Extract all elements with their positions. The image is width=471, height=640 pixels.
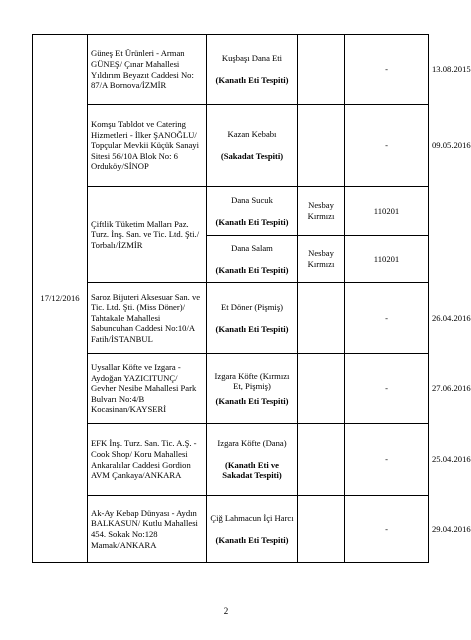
lot-cell: -	[345, 105, 429, 187]
brand-cell	[298, 496, 345, 563]
lot-cell: -	[345, 283, 429, 354]
product-name: Dana Sucuk	[231, 194, 273, 205]
product-cell	[207, 496, 298, 563]
table-row: EFK İnş. Turz. San. Tic. A.Ş. - Cook Shop/ Koru Mahallesi Ankaralılar Caddesi Gordion AVM Çankaya/ANKARA Izgara Köfte (Dana) (Kanatlı Eti ve Sakadat Tespiti) - 25.04.2016	[33, 424, 429, 496]
brand-cell	[298, 283, 345, 354]
product-cell	[207, 424, 298, 496]
violations-table	[32, 34, 471, 563]
table-row: Komşu Tabldot ve Catering Hizmetleri - İlker ŞANOĞLU/ Topçular Mevkii Küçük Sanayi Sitesi 56/10A Blok No: 6 Orduköy/SİNOP Kazan Kebabı (Sakadat Tespiti) - 09.05.2016	[33, 105, 429, 187]
table-row: Uysallar Köfte ve Izgara - Aydoğan YAZICITUNÇ/ Gevher Nesibe Mahallesi Park Bulvarı No:4/B Kocasinan/KAYSERİ Izgara Köfte (Kırmızı Et, Pişmiş) (Kanatlı Eti Tespiti) - 27.06.2016	[33, 354, 429, 424]
product-cell	[207, 354, 298, 424]
lot-cell: -	[345, 496, 429, 563]
finding-label: (Kanatlı Eti Tespiti)	[215, 323, 289, 334]
finding-label: (Kanatlı Eti Tespiti)	[215, 216, 289, 227]
table-row	[33, 187, 429, 236]
brand-cell	[298, 105, 345, 187]
inspection-date: 17/12/2016	[33, 35, 88, 563]
product-cell	[207, 236, 298, 283]
product-name: Çiğ Lahmacun İçi Harcı	[210, 512, 294, 523]
product-name: Izgara Köfte (Kırmızı Et, Pişmiş)	[214, 370, 290, 392]
company-cell: EFK İnş. Turz. San. Tic. A.Ş. - Cook Shop/ Koru Mahallesi Ankaralılar Caddesi Gordion AVM Çankaya/ANKARA	[88, 424, 207, 496]
lot-cell: -	[345, 35, 429, 105]
finding-label: (Kanatlı Eti ve Sakadat Tespiti)	[222, 459, 282, 481]
table-row: 17/12/2016 Güneş Et Ürünleri - Arman GÜNEŞ/ Çınar Mahallesi Yıldırım Beyazıt Caddesi No: 87/A Bornova/İZMİR Kuşbaşı Dana Eti (Kanatlı Eti Tespiti) - 13.08.2015	[33, 35, 429, 105]
company-cell: Saroz Bijuteri Aksesuar San. ve Tic. Ltd. Şti. (Miss Döner)/ Tahtakale Mahallesi Sabuncuhan Caddesi No:10/A Fatih/İSTANBUL	[88, 283, 207, 354]
finding-label: (Kanatlı Eti Tespiti)	[215, 264, 289, 275]
product-name: Izgara Köfte (Dana)	[217, 438, 287, 449]
brand-cell	[298, 424, 345, 496]
company-cell: Komşu Tabldot ve Catering Hizmetleri - İlker ŞANOĞLU/ Topçular Mevkii Küçük Sanayi Sitesi 56/10A Blok No: 6 Orduköy/SİNOP	[88, 105, 207, 187]
product-name: Kazan Kebabı	[227, 129, 277, 140]
lot-cell: -	[345, 354, 429, 424]
brand-cell: Nesbay Kırmızı	[298, 187, 345, 236]
company-cell: Uysallar Köfte ve Izgara - Aydoğan YAZICITUNÇ/ Gevher Nesibe Mahallesi Park Bulvarı No:4/B Kocasinan/KAYSERİ	[88, 354, 207, 424]
product-cell	[207, 283, 298, 354]
lot-cell: 110201	[345, 236, 429, 283]
page-number: 2	[223, 606, 229, 616]
company-cell: Güneş Et Ürünleri - Arman GÜNEŞ/ Çınar Mahallesi Yıldırım Beyazıt Caddesi No: 87/A Bornova/İZMİR	[88, 35, 207, 105]
product-name: Dana Salam	[231, 242, 273, 253]
finding-label: (Kanatlı Eti Tespiti)	[215, 75, 289, 85]
product-cell	[207, 187, 298, 236]
lot-cell: 110201	[345, 187, 429, 236]
finding-label: (Kanatlı Eti Tespiti)	[215, 395, 289, 406]
product-name: Et Döner (Pişmiş)	[220, 301, 284, 312]
table-row: Saroz Bijuteri Aksesuar San. ve Tic. Ltd. Şti. (Miss Döner)/ Tahtakale Mahallesi Sabuncuhan Caddesi No:10/A Fatih/İSTANBUL Et Döner (Pişmiş) (Kanatlı Eti Tespiti) - 26.04.2016	[33, 283, 429, 354]
product-cell	[207, 105, 298, 187]
product-name: Kuşbaşı Dana Eti	[221, 53, 283, 64]
finding-label: (Kanatlı Eti Tespiti)	[215, 534, 289, 545]
lot-cell: -	[345, 424, 429, 496]
brand-cell	[298, 354, 345, 424]
company-cell: Çiftlik Tüketim Malları Paz. Turz. İnş. San. ve Tic. Ltd. Şti./ Torbalı/İZMİR	[88, 187, 207, 283]
brand-cell	[298, 35, 345, 105]
table-row: Ak-Ay Kebap Dünyası - Aydın BALKASUN/ Kutlu Mahallesi 454. Sokak No:128 Mamak/ANKARA Çiğ Lahmacun İçi Harcı (Kanatlı Eti Tespiti) - 29.04.2016	[33, 496, 429, 563]
company-cell: Ak-Ay Kebap Dünyası - Aydın BALKASUN/ Kutlu Mahallesi 454. Sokak No:128 Mamak/ANKARA	[88, 496, 207, 563]
product-cell	[207, 35, 298, 105]
finding-label: (Sakadat Tespiti)	[220, 151, 284, 161]
brand-cell: Nesbay Kırmızı	[298, 236, 345, 283]
